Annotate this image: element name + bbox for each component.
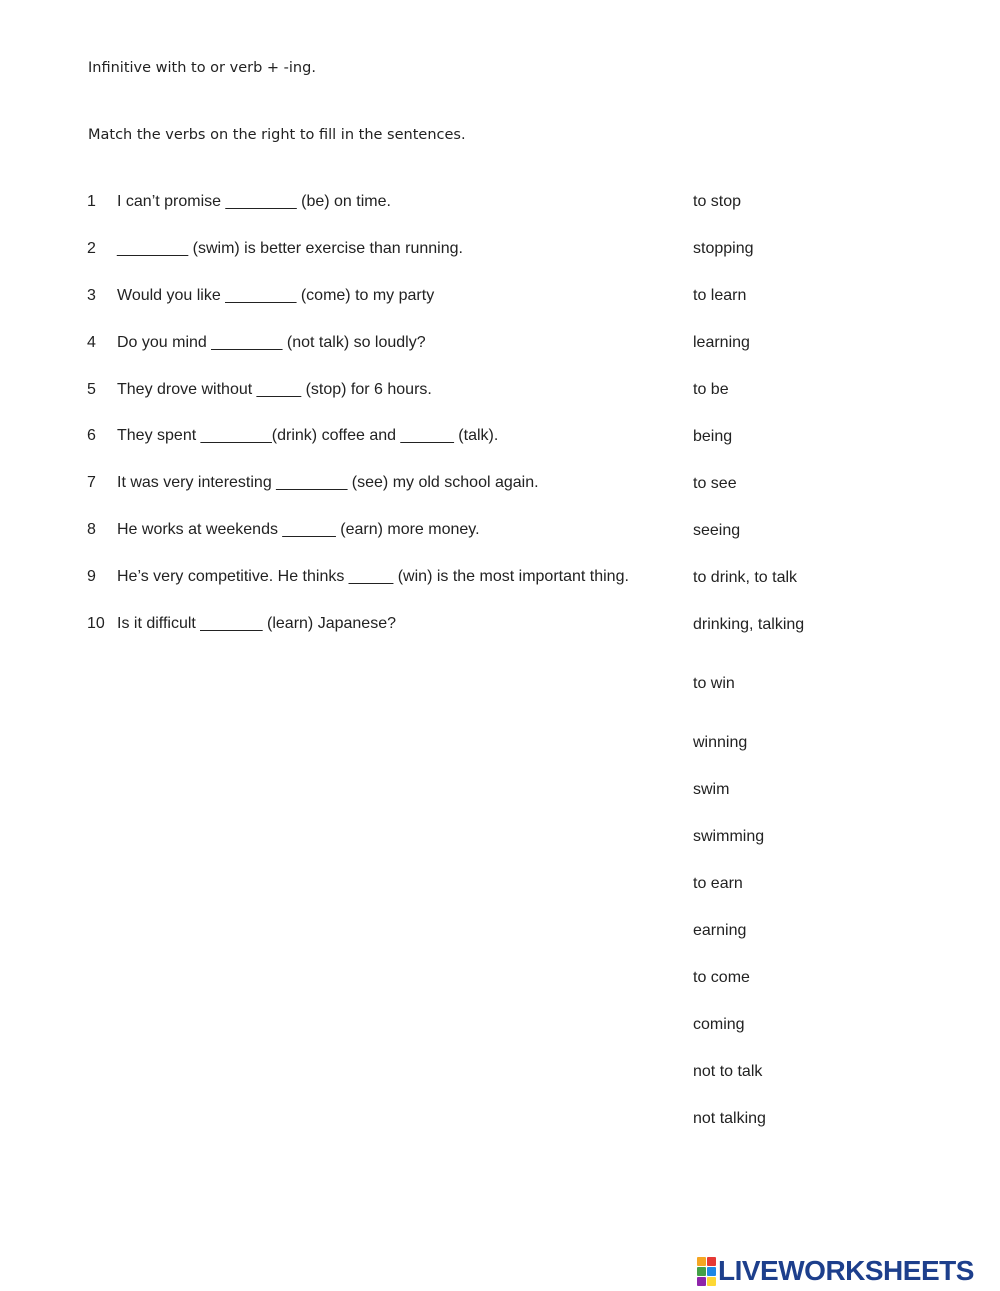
answer-option[interactable]: to learn bbox=[693, 287, 747, 304]
answer-option[interactable]: to earn bbox=[693, 875, 743, 892]
sentence-text: I can’t promise ________ (be) on time. bbox=[117, 193, 391, 210]
answer-option[interactable]: to win bbox=[693, 675, 735, 692]
answer-option[interactable]: to stop bbox=[693, 193, 742, 210]
sentence-text: Do you mind ________ (not talk) so loudly? bbox=[117, 333, 426, 351]
answer-option[interactable]: swim bbox=[693, 781, 730, 798]
sentence-number: 3 bbox=[87, 286, 96, 304]
liveworksheets-logo bbox=[697, 1256, 974, 1286]
sentence-number: 8 bbox=[87, 521, 96, 539]
answer-option[interactable]: swimming bbox=[693, 828, 765, 845]
answer-option[interactable]: to drink, to talk bbox=[693, 569, 798, 586]
answer-option[interactable]: to come bbox=[693, 969, 750, 986]
sentence-text: They spent ________(drink) coffee and ______ (talk). bbox=[117, 427, 499, 445]
sentence-row bbox=[87, 381, 629, 428]
sentence-row bbox=[87, 427, 629, 474]
answer-option[interactable]: stopping bbox=[693, 240, 754, 257]
answer-option[interactable]: being bbox=[693, 428, 733, 445]
answer-option[interactable]: to see bbox=[693, 475, 737, 492]
sentence-text: He works at weekends ______ (earn) more money. bbox=[117, 521, 480, 539]
answer-option[interactable]: learning bbox=[693, 334, 750, 351]
sentence-list bbox=[87, 193, 629, 662]
answer-option[interactable]: to be bbox=[693, 381, 729, 398]
worksheet-title: Infinitive with to or verb + -ing. bbox=[88, 60, 316, 76]
sentence-text: Is it difficult _______ (learn) Japanese? bbox=[117, 615, 396, 633]
sentence-row bbox=[87, 287, 629, 334]
answer-option[interactable]: winning bbox=[693, 734, 748, 751]
sentence-text: Would you like ________ (come) to my party bbox=[117, 286, 435, 304]
sentence-row bbox=[87, 334, 629, 381]
sentence-number: 2 bbox=[87, 239, 96, 257]
answer-option[interactable]: earning bbox=[693, 922, 747, 939]
sentence-text: ________ (swim) is better exercise than running. bbox=[117, 239, 463, 257]
answer-option[interactable]: coming bbox=[693, 1016, 745, 1033]
logo-tile bbox=[707, 1257, 716, 1266]
logo-text: LIVEWORKSHEETS bbox=[718, 1255, 974, 1286]
sentence-number: 10 bbox=[87, 615, 105, 633]
sentence-number: 1 bbox=[87, 193, 96, 210]
sentence-number: 6 bbox=[87, 427, 96, 445]
sentence-number: 4 bbox=[87, 333, 96, 351]
sentence-text: They drove without _____ (stop) for 6 hours. bbox=[117, 380, 432, 398]
logo-mark-icon bbox=[697, 1257, 716, 1286]
logo-tile bbox=[707, 1277, 716, 1286]
answer-option[interactable]: drinking, talking bbox=[693, 616, 805, 633]
sentence-text: He’s very competitive. He thinks _____ (win) is the most important thing. bbox=[117, 568, 629, 586]
answer-option[interactable]: not talking bbox=[693, 1110, 766, 1127]
sentence-row bbox=[87, 240, 629, 287]
logo-tile bbox=[697, 1257, 706, 1266]
sentence-number: 9 bbox=[87, 568, 96, 586]
sentence-row bbox=[87, 474, 629, 521]
sentence-row bbox=[87, 568, 629, 615]
sentence-row bbox=[87, 521, 629, 568]
logo-tile bbox=[707, 1267, 716, 1276]
answer-option[interactable]: not to talk bbox=[693, 1063, 763, 1080]
logo-tile bbox=[697, 1267, 706, 1276]
instructions: Match the verbs on the right to fill in the sentences. bbox=[88, 127, 466, 143]
sentence-row bbox=[87, 615, 629, 662]
answer-option[interactable]: seeing bbox=[693, 522, 741, 539]
sentence-text: It was very interesting ________ (see) my old school again. bbox=[117, 474, 539, 492]
sentence-number: 7 bbox=[87, 474, 96, 492]
logo-tile bbox=[697, 1277, 706, 1286]
sentence-row bbox=[87, 193, 629, 240]
sentence-number: 5 bbox=[87, 380, 96, 398]
